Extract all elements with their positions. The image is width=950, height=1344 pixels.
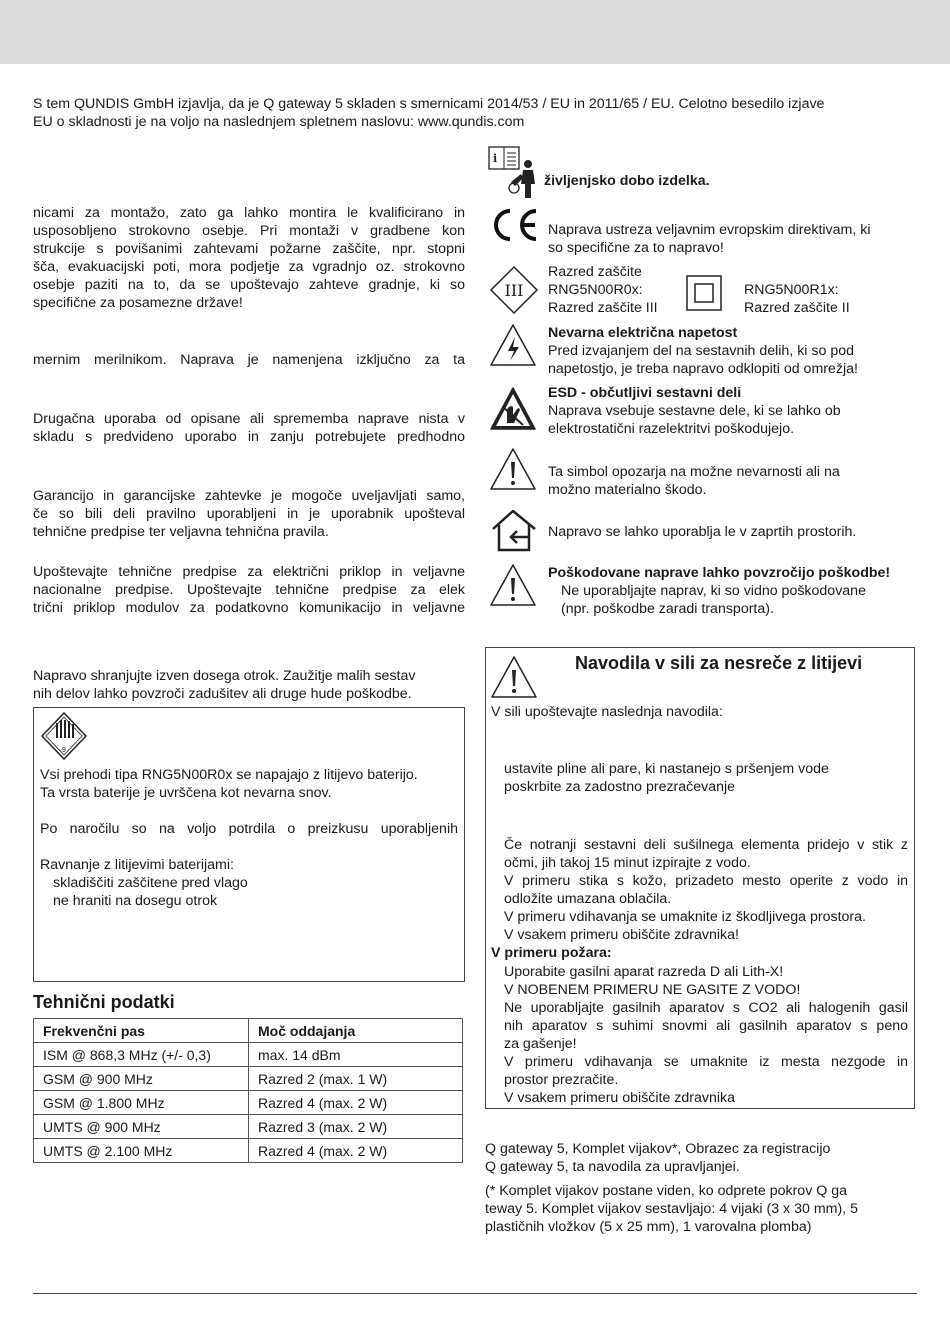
esd-title: ESD - občutljivi sestavni deli (548, 385, 742, 401)
intended-use-paragraph (33, 351, 465, 369)
text-line: usposobljeno strokovno osebje. Pri montaži v gradbene kon (33, 223, 465, 239)
text-line: Napravo shranjujte izven dosega otrok. Zaužitje malih sestav (33, 668, 416, 684)
text-line: nacionalne predpise. Upoštevajte tehnične predpise za elek (33, 582, 465, 598)
warning-icon (489, 446, 537, 492)
table-row (34, 1115, 463, 1139)
text-line: Po naročilu so na voljo potrdila o preizkusu uporabljenih (40, 821, 458, 837)
text-line: Naprava vsebuje sestavne dele, ki se lahko ob (548, 403, 841, 419)
text-line: tehnične predpise ter veljavna tehnična pravila. (33, 524, 329, 540)
damaged-device-warning-icon (489, 562, 537, 608)
text-line: V primeru stika s kožo, prizadeto mesto operite z vodo in (504, 873, 908, 889)
text-line: Q gateway 5, ta navodila za upravljanjei. (485, 1159, 740, 1175)
screw-kit-note (485, 1182, 917, 1236)
table-cell: Razred 4 (max. 2 W) (249, 1139, 463, 1163)
emergency-contact (504, 836, 908, 944)
text-line: V primeru vdihavanja se umaknite iz škodljivega prostora. (504, 909, 866, 925)
table-row (34, 1067, 463, 1091)
fire-title: V primeru požara: (491, 945, 612, 961)
protection-class-ii-text (744, 281, 914, 317)
table-row (34, 1091, 463, 1115)
text-line: RNG5N00R0x: (548, 282, 643, 298)
protection-class-text (548, 263, 708, 317)
battery-certificates (40, 820, 458, 838)
text-line: Razred zaščite (548, 264, 642, 280)
text-line: Naprava ustreza veljavnim evropskim direktivam, ki (548, 222, 871, 238)
table-cell: UMTS @ 2.100 MHz (34, 1139, 249, 1163)
damaged-device-warning (548, 564, 918, 618)
emergency-warning-icon (490, 654, 538, 700)
header-bar (0, 0, 950, 64)
text-line: (* Komplet vijakov postane viden, ko odprete pokrov Q ga (485, 1183, 847, 1199)
text-line: V NOBENEM PRIMERU NE GASITE Z VODO! (504, 982, 801, 998)
table-cell: ISM @ 868,3 MHz (+/- 0,3) (34, 1043, 249, 1067)
text-line: Vsi prehodi tipa RNG5N00R0x se napajajo z litijevo baterijo. (40, 767, 418, 783)
battery-handling (40, 856, 458, 910)
text-line: poskrbite za zadostno prezračevanje (504, 779, 736, 795)
hazard-class-9-icon (40, 711, 88, 761)
lithium-battery-box (33, 707, 465, 982)
text-line: V primeru vdihavanja se umaknite iz mesta nezgode in (504, 1054, 908, 1070)
text-line: osebje paziti na to, da se upoštevajo zahteve gradnje, ki so (33, 277, 465, 293)
indoor-use-icon (489, 507, 539, 553)
ce-text (548, 221, 918, 257)
text-line: nicami za montažo, zato ga lahko montira le kvalificirano in (33, 205, 465, 221)
text-line: če so bili deli pravilno uporabljeni in je uporabnik upošteval (33, 506, 465, 522)
text-line: V vsakem primeru obiščite zdravnika (504, 1090, 736, 1106)
esd-warning (548, 384, 918, 438)
table-row (34, 1139, 463, 1163)
svg-text:III: III (504, 281, 524, 300)
text-line: za gašenje! (504, 1036, 577, 1052)
text-line: mernim merilnikom. Naprava je namenjena izključno za ta (33, 352, 465, 368)
protection-class-iii-icon (489, 265, 539, 315)
table-cell: Razred 3 (max. 2 W) (249, 1115, 463, 1139)
text-line: očmi, jih takoj 15 minut izpirajte z vodo. (504, 855, 751, 871)
text-line: plastičnih vložkov (5 x 25 mm), 1 varovalna plomba) (485, 1219, 812, 1235)
list-item: skladiščiti zaščitene pred vlago (53, 875, 248, 891)
text-line: trični priklop modulov za podatkovno komunikacijo in veljavne (33, 600, 465, 616)
text-line: Pred izvajanjem del na sestavnih delih, ki so pod (548, 343, 854, 359)
text-line: napetostjo, je treba napravo odklopiti od omrežja! (548, 361, 858, 377)
product-lifetime-text: življenjsko dobo izdelka. (544, 173, 710, 189)
column-header: Frekvenčni pas (34, 1019, 249, 1043)
caution-text (548, 463, 918, 499)
text-line: RNG5N00R1x: (744, 282, 839, 298)
text-line: Ne uporabljajte naprav, ki so vidno poškodovane (561, 583, 866, 599)
conformity-line-1: S tem QUNDIS GmbH izjavlja, da je Q gateway 5 skladen s smernicami 2014/53 / EU in 2011/65 / EU. Celotno besedilo izjave (33, 96, 825, 112)
warranty-paragraph (33, 487, 465, 541)
indoor-use-text: Napravo se lahko uporablja le v zaprtih prostorih. (548, 524, 857, 540)
footer-divider (33, 1293, 917, 1294)
table-row (34, 1043, 463, 1067)
text-line: strukcije s povišanimi zahtevami požarne zaščite, npr. stopni (33, 241, 465, 257)
text-line: so specifične za to napravo! (548, 240, 724, 256)
tech-data-table (33, 1018, 463, 1163)
conformity-line-2: EU o skladnosti je na voljo na naslednjem spletnem naslovu: www.qundis.com (33, 114, 525, 130)
voltage-warning (548, 324, 918, 378)
emergency-box-title: Navodila v sili za nesreče z litijevi (575, 653, 863, 673)
protection-class-ii-icon (686, 275, 722, 311)
text-line: Razred zaščite II (744, 300, 850, 316)
emergency-intro: V sili upoštevajte naslednja navodila: (491, 704, 723, 720)
package-contents (485, 1140, 917, 1176)
text-line: šča, evakuacijski poti, mora podjetje za vgradnjo oz. strokovno (33, 259, 465, 275)
table-cell: GSM @ 900 MHz (34, 1067, 249, 1091)
text-line: Ne uporabljajte gasilnih aparatov s CO2 ali halogenih gasil (504, 1000, 908, 1016)
text-line: Uporabite gasilni aparat razreda D ali Lith-X! (504, 964, 784, 980)
children-paragraph (33, 667, 465, 703)
text-line: teway 5. Komplet vijakov sestavljajo: 4 vijaki (3 x 30 mm), 5 (485, 1201, 858, 1217)
text-line: nih delov lahko povzroči zadušitev ali druge hude poškodbe. (33, 686, 412, 702)
tech-data-title: Tehnični podatki (33, 992, 175, 1012)
conformity-declaration (33, 95, 917, 131)
damaged-title: Poškodovane naprave lahko povzročijo poškodbe! (548, 565, 891, 581)
text-line: elektrostatični razelektritvi poškodujejo. (548, 421, 795, 437)
text-line: Garancijo in garancijske zahtevke je mogoče uveljavljati samo, (33, 488, 465, 504)
svg-text:9: 9 (62, 747, 66, 754)
emergency-fire (504, 963, 908, 1107)
electrical-hazard-icon (489, 322, 537, 368)
list-item: ne hraniti na dosegu otrok (53, 893, 218, 909)
table-cell: GSM @ 1.800 MHz (34, 1091, 249, 1115)
text-line: Q gateway 5, Komplet vijakov*, Obrazec za registracijo (485, 1141, 831, 1157)
table-header-row (34, 1019, 463, 1043)
read-manual-icon (487, 144, 539, 200)
table-cell: Razred 2 (max. 1 W) (249, 1067, 463, 1091)
battery-info (40, 766, 458, 802)
esd-icon (489, 385, 537, 433)
text-line: odložite umazana oblačila. (504, 891, 672, 907)
electrical-paragraph (33, 563, 465, 617)
text-line: (npr. poškodbe zaradi transporta). (561, 601, 774, 617)
text-line: prostor prezračite. (504, 1072, 619, 1088)
table-cell: max. 14 dBm (249, 1043, 463, 1067)
text-line: Če notranji sestavni deli sušilnega elementa pridejo v stik z (504, 837, 908, 853)
text-line: skladu s predvideno uporabo in zanju potrebujete predhodno (33, 429, 465, 445)
ce-mark-icon (488, 206, 540, 244)
voltage-title: Nevarna električna napetost (548, 325, 738, 341)
text-line: Upoštevajte tehnične predpise za električni priklop in veljavne (33, 564, 465, 580)
text-line: specifične za posamezne države! (33, 295, 243, 311)
text-line: Ravnanje z litijevimi baterijami: (40, 857, 234, 873)
text-line: V vsakem primeru obiščite zdravnika! (504, 927, 739, 943)
text-line: Ta simbol opozarja na možne nevarnosti ali na (548, 464, 840, 480)
text-line: nih aparatov s suhimi snovmi ali gasilnih aparatov s peno (504, 1018, 908, 1034)
text-line: možno materialno škodo. (548, 482, 707, 498)
misuse-paragraph (33, 410, 465, 446)
text-line: Razred zaščite III (548, 300, 658, 316)
text-line: Ta vrsta baterije je uvrščena kot nevarna snov. (40, 785, 332, 801)
emergency-gas (504, 760, 908, 796)
installation-paragraph (33, 204, 465, 312)
text-line: Drugačna uporaba od opisane ali sprememba naprave nista v (33, 411, 465, 427)
column-header: Moč oddajanja (249, 1019, 463, 1043)
svg-text:i: i (493, 152, 498, 165)
text-line: ustavite pline ali pare, ki nastanejo s pršenjem vode (504, 761, 829, 777)
table-cell: Razred 4 (max. 2 W) (249, 1091, 463, 1115)
table-cell: UMTS @ 900 MHz (34, 1115, 249, 1139)
